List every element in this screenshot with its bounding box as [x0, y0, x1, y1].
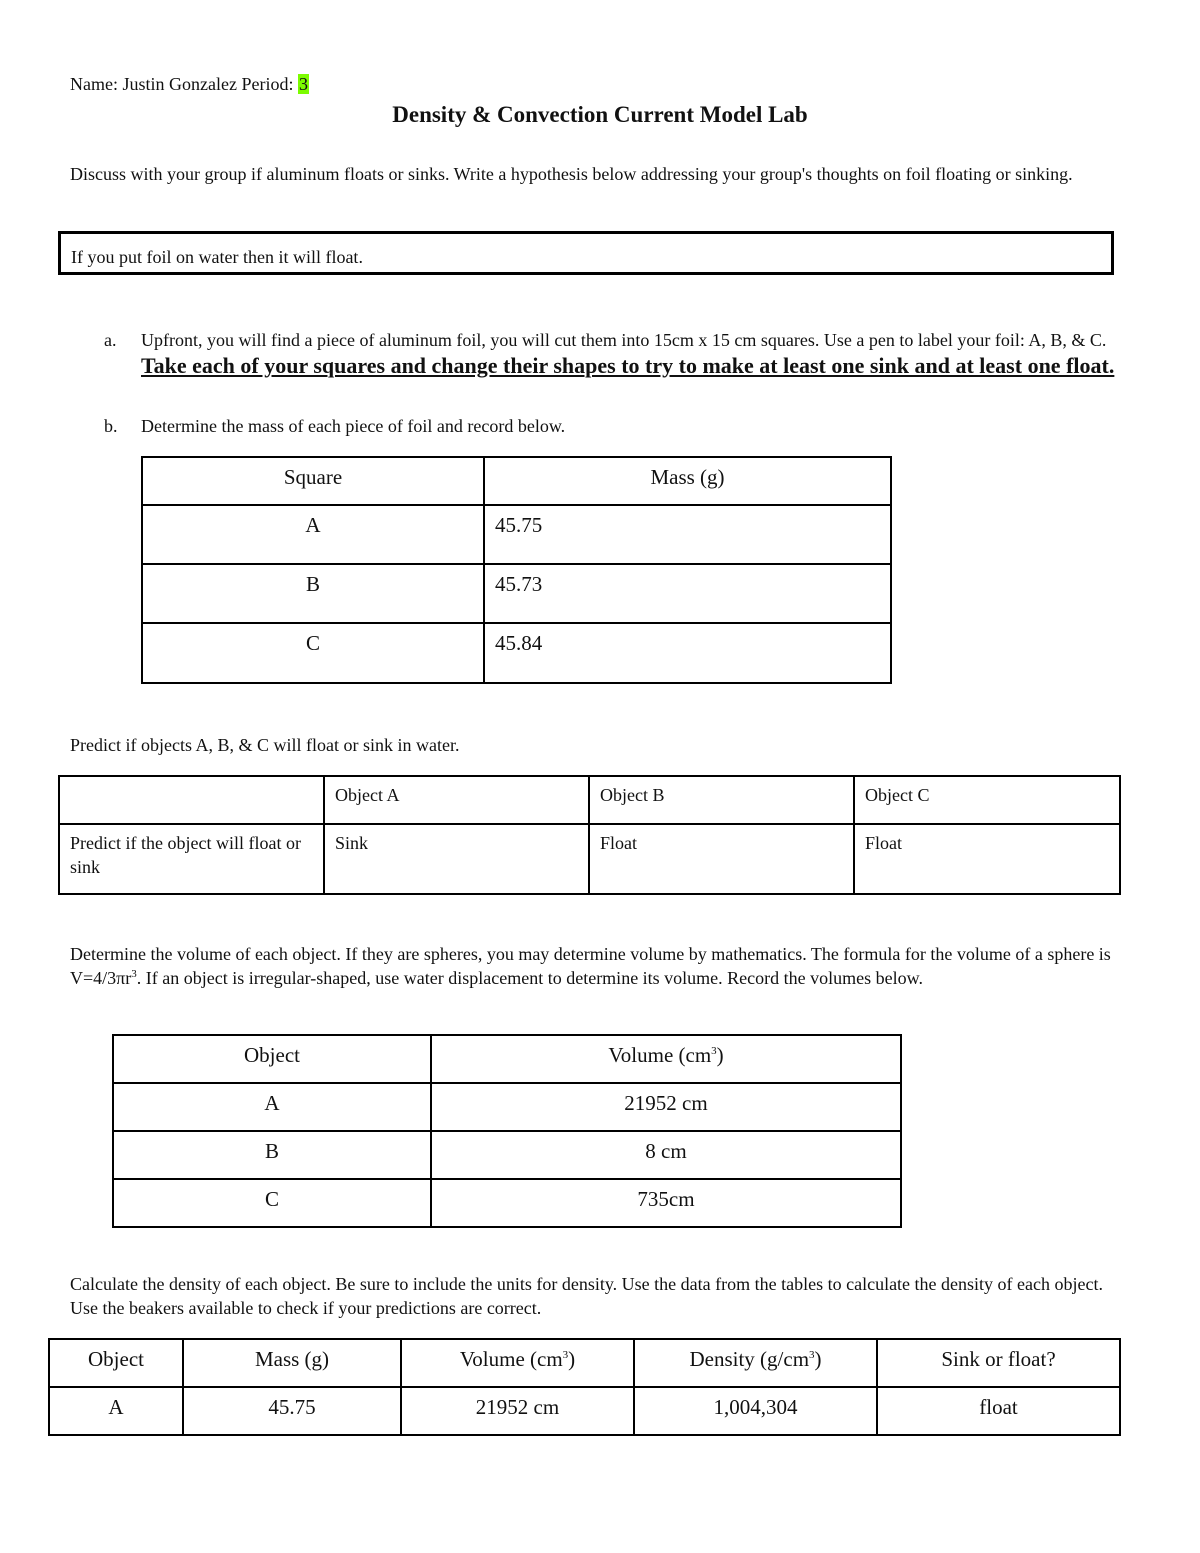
- header-volume-text: Volume (cm: [608, 1043, 712, 1067]
- density-mass-cell: 45.75: [183, 1387, 401, 1435]
- header-volume-exp: 3: [711, 1045, 717, 1057]
- table-row: [59, 824, 1120, 894]
- volume-cell: 8 cm: [431, 1131, 901, 1179]
- table-header-row: [59, 776, 1120, 824]
- volume-cell: 21952 cm: [431, 1083, 901, 1131]
- density-value-cell: 1,004,304: [634, 1387, 877, 1435]
- sink-float-cell: float: [877, 1387, 1120, 1435]
- name-label: Name: Justin Gonzalez Period:: [70, 74, 294, 94]
- table-row: [142, 623, 891, 683]
- header-volume: [401, 1339, 634, 1387]
- header-object-c: Object C: [854, 776, 1120, 824]
- object-cell: B: [113, 1131, 431, 1179]
- step-b-marker: b.: [104, 416, 118, 436]
- header-density-close: ): [814, 1347, 822, 1371]
- table-row: [113, 1131, 901, 1179]
- header-object: Object: [113, 1035, 431, 1083]
- table-row: [142, 505, 891, 564]
- header-volume-close: ): [716, 1043, 724, 1067]
- table-header-row: [142, 457, 891, 505]
- density-instructions: Calculate the density of each object. Be sure to include the units for density. Use the data from the tables to calculate the density of each object. Use the beakers available to check if your predictions are correct.: [70, 1274, 1103, 1318]
- volume-table: [112, 1034, 902, 1228]
- step-a-text: Upfront, you will find a piece of aluminum foil, you will cut them into 15cm x 15 cm squares. Use a pen to label your foil: A, B, & C.: [141, 330, 1107, 350]
- header-density-exp: 3: [809, 1349, 815, 1361]
- step-b-text: Determine the mass of each piece of foil and record below.: [141, 416, 566, 436]
- header-mass: Mass (g): [183, 1339, 401, 1387]
- hypothesis-answer: If you put foil on water then it will float.: [71, 247, 363, 267]
- header-volume: [431, 1035, 901, 1083]
- mass-cell: 45.73: [484, 564, 891, 623]
- name-period-line: [70, 72, 309, 96]
- table-header-row: [113, 1035, 901, 1083]
- object-cell: A: [113, 1083, 431, 1131]
- header-volume-close: ): [568, 1347, 576, 1371]
- volume-instructions-part1: Determine the volume of each object. If they are spheres, you may determine volume by mathematics. The formula for the volume of a sphere is V=4/3πr: [70, 944, 1111, 988]
- header-mass: Mass (g): [484, 457, 891, 505]
- table-row: [113, 1083, 901, 1131]
- table-row: [49, 1387, 1120, 1435]
- density-table: [48, 1338, 1121, 1436]
- header-sink-float: Sink or float?: [877, 1339, 1120, 1387]
- mass-cell: 45.84: [484, 623, 891, 683]
- volume-cell: 735cm: [431, 1179, 901, 1227]
- prediction-c: Float: [854, 824, 1120, 894]
- square-cell: A: [142, 505, 484, 564]
- table-row: [113, 1179, 901, 1227]
- step-a: [104, 328, 1134, 380]
- hypothesis-instructions: Discuss with your group if aluminum floats or sinks. Write a hypothesis below addressing your group's thoughts on foil floating or sinking.: [70, 164, 1073, 184]
- predict-row-label: Predict if the object will float or sink: [59, 824, 324, 894]
- header-density: [634, 1339, 877, 1387]
- header-square: Square: [142, 457, 484, 505]
- step-b: [104, 414, 1134, 438]
- prediction-b: Float: [589, 824, 854, 894]
- header-object: Object: [49, 1339, 183, 1387]
- square-cell: B: [142, 564, 484, 623]
- page-title: Density & Convection Current Model Lab: [392, 102, 808, 127]
- volume-instructions: [70, 942, 1130, 990]
- volume-exponent: 3: [131, 968, 137, 980]
- prediction-a: Sink: [324, 824, 589, 894]
- prediction-table: [58, 775, 1121, 895]
- object-cell: C: [113, 1179, 431, 1227]
- header-volume-text: Volume (cm: [459, 1347, 563, 1371]
- header-blank: [59, 776, 324, 824]
- header-object-a: Object A: [324, 776, 589, 824]
- step-a-marker: a.: [104, 330, 117, 350]
- predict-instructions: Predict if objects A, B, & C will float or sink in water.: [70, 735, 460, 755]
- mass-cell: 45.75: [484, 505, 891, 564]
- period-value: 3: [298, 74, 308, 94]
- table-row: [142, 564, 891, 623]
- volume-instructions-part2: . If an object is irregular-shaped, use water displacement to determine its volume. Record the volumes below.: [136, 968, 923, 988]
- hypothesis-box: [58, 231, 1114, 275]
- mass-table: [141, 456, 892, 684]
- header-object-b: Object B: [589, 776, 854, 824]
- step-a-emphasis: Take each of your squares and change their shapes to try to make at least one sink and at least one float.: [141, 353, 1115, 378]
- density-volume-cell: 21952 cm: [401, 1387, 634, 1435]
- square-cell: C: [142, 623, 484, 683]
- header-volume-exp: 3: [562, 1349, 569, 1361]
- density-object-cell: A: [49, 1387, 183, 1435]
- header-density-text: Density (g/cm: [689, 1347, 810, 1371]
- table-header-row: [49, 1339, 1120, 1387]
